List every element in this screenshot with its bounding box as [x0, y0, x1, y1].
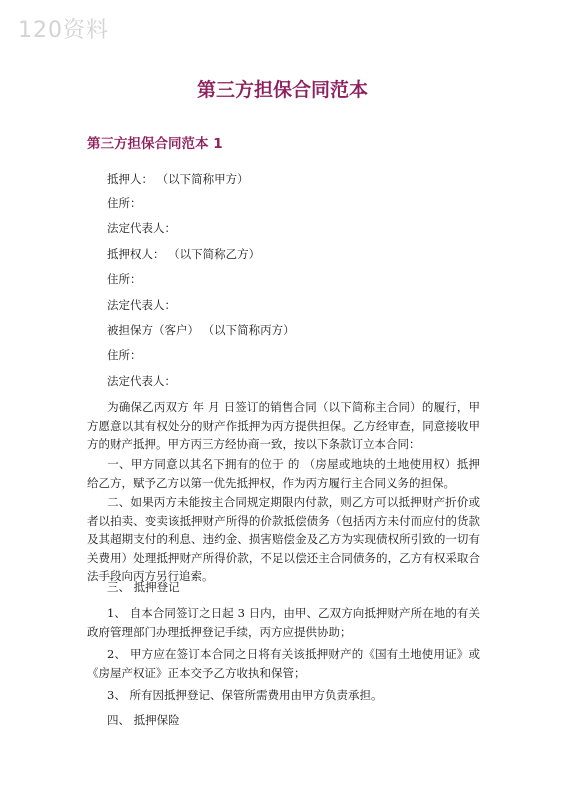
party-mortgagee-representative: 法定代表人：	[107, 298, 176, 312]
party-mortgagee-address: 住所：	[107, 272, 142, 286]
party-mortgagor-address: 住所：	[107, 196, 142, 210]
clause-3-item-1: 1、 自本合同签订之日起 3 日内，由甲、乙双方向抵押财产所在地的有关政府管理部门办理抵押登记手续，丙方应提供协助；	[87, 606, 480, 639]
document-title: 第三方担保合同范本	[196, 79, 368, 101]
section-heading: 第三方担保合同范本 1	[87, 136, 223, 152]
party-guaranteed: 被担保方（客户） （以下简称丙方）	[107, 323, 295, 337]
watermark: 120资料	[18, 18, 109, 43]
party-guaranteed-address: 住所：	[107, 348, 142, 362]
preamble-paragraph: 为确保乙丙双方 年 月 日签订的销售合同（以下简称主合同）的履行，甲方愿意以其有权处分的财产作抵押为丙方提供担保。乙方经审查，同意接收甲方的财产抵押。甲方丙三方经协商一致，按以下条款订立本合同：	[87, 400, 480, 451]
party-guaranteed-representative: 法定代表人：	[107, 374, 176, 388]
party-mortgagee: 抵押权人： （以下简称乙方）	[107, 247, 261, 261]
clause-1-paragraph: 一、甲方同意以其名下拥有的位于 的 （房屋或地块的土地使用权）抵押给乙方，赋予乙方以第一优先抵押权，作为丙方履行主合同义务的担保。	[87, 457, 480, 490]
clause-2-paragraph: 二、如果丙方未能按主合同规定期限内付款，则乙方可以抵押财产折价或者以拍卖、变卖该抵押财产所得的价款抵偿债务（包括丙方未付而应付的货款及其超期支付的利息、违约金、损害赔偿金及乙方为实现债权所引致的一切有关费用）处理抵押财产所得价款，不足以偿还主合同债务的，乙方有权采取合法手段向丙方另行追索。	[87, 495, 480, 583]
clause-3-item-3: 3、 所有因抵押登记、保管所需费用由甲方负责承担。	[107, 688, 383, 702]
party-mortgagor: 抵押人： （以下简称甲方）	[107, 172, 249, 186]
clause-3-heading: 三、 抵押登记	[107, 580, 180, 594]
clause-4-heading: 四、 抵押保险	[107, 713, 180, 727]
party-mortgagor-representative: 法定代表人：	[107, 221, 176, 235]
clause-3-item-2: 2、 甲方应在签订本合同之日将有关该抵押财产的《国有土地使用证》或《房屋产权证》正本交予乙方收执和保管；	[87, 647, 480, 680]
